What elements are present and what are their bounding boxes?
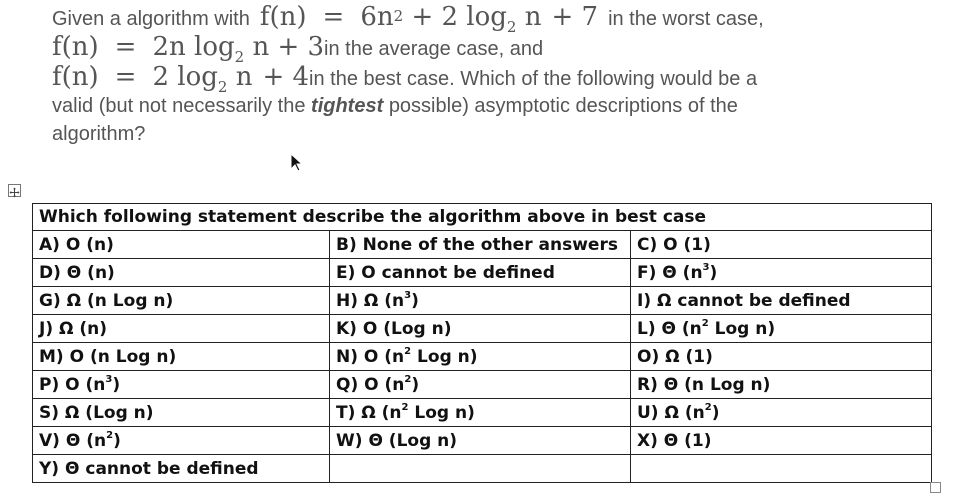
worst-case-label: in the worst case, <box>608 8 764 30</box>
answer-option-l[interactable]: L) Θ ($n^2$ Log n) <box>631 315 932 343</box>
tightest-emphasis: tightest <box>311 95 384 117</box>
question-line-2 <box>52 32 912 66</box>
answer-option-w[interactable]: W) Θ (Log n) <box>330 427 631 455</box>
answer-option-m[interactable]: M) O (n Log n) <box>33 343 330 371</box>
answer-option-j[interactable]: J) Ω (n) <box>33 315 330 343</box>
answer-option-k[interactable]: K) O (Log n) <box>330 315 631 343</box>
answer-option-q[interactable]: Q) O $(n^2)$ <box>330 371 631 399</box>
question-line-5: algorithm? <box>52 123 146 145</box>
answer-option-x[interactable]: X) Θ (1) <box>631 427 932 455</box>
answer-option-f[interactable]: F) Θ $(n^3)$ <box>631 259 932 287</box>
answer-option-u[interactable]: U) Ω $(n^2)$ <box>631 399 932 427</box>
table-row <box>33 231 932 259</box>
answer-option-i[interactable]: I) Ω cannot be defined <box>631 287 932 315</box>
question-line-1 <box>52 2 912 36</box>
table-row <box>33 371 932 399</box>
answer-option-b[interactable]: B) None of the other answers <box>330 231 631 259</box>
worst-case-formula: $f(n) = 6n^2 + 2$ $\log_2 n + 7$ <box>259 2 599 36</box>
average-case-formula: f(n) = 2n $\log_2 n + 3$ <box>52 32 325 66</box>
answer-option-t[interactable]: T) Ω ($n^2$ Log n) <box>330 399 631 427</box>
table-row <box>33 343 932 371</box>
table-row <box>33 427 932 455</box>
answer-option-a[interactable]: A) O (n) <box>33 231 330 259</box>
answer-option-p[interactable]: P) O $(n^3)$ <box>33 371 330 399</box>
answer-option-h[interactable]: H) Ω $(n^3)$ <box>330 287 631 315</box>
empty-cell <box>631 455 932 483</box>
empty-cell <box>330 455 631 483</box>
table-header: Which following statement describe the algorithm above in best case <box>33 204 932 231</box>
answer-option-e[interactable]: E) O cannot be defined <box>330 259 631 287</box>
table-row <box>33 455 932 483</box>
answer-option-d[interactable]: D) Θ (n) <box>33 259 330 287</box>
best-case-formula: f(n) = 2 $\log_2 n + 4$ <box>52 62 310 96</box>
question-line-4: valid (but not necessarily the tightest possible) asymptotic descriptions of the <box>52 92 912 120</box>
move-arrows-icon[interactable] <box>8 184 21 197</box>
question-text <box>52 2 912 148</box>
mouse-pointer-icon <box>289 153 305 173</box>
answer-choices-table <box>32 203 932 483</box>
answer-option-g[interactable]: G) Ω (n Log n) <box>33 287 330 315</box>
answer-option-n[interactable]: N) O ($n^2$ Log n) <box>330 343 631 371</box>
answer-option-y[interactable]: Y) Θ cannot be defined <box>33 455 330 483</box>
table-row <box>33 287 932 315</box>
average-case-label: in the average case, and <box>324 38 544 60</box>
table-row <box>33 259 932 287</box>
answer-option-r[interactable]: R) Θ (n Log n) <box>631 371 932 399</box>
answer-option-c[interactable]: C) O (1) <box>631 231 932 259</box>
best-case-label: in the best case. Which of the following would be a <box>309 68 758 90</box>
answer-option-s[interactable]: S) Ω (Log n) <box>33 399 330 427</box>
table-row <box>33 399 932 427</box>
question-intro: Given a algorithm with <box>52 8 250 30</box>
resize-handle-icon[interactable] <box>930 482 941 493</box>
answer-option-o[interactable]: O) Ω (1) <box>631 343 932 371</box>
table-header-row <box>33 204 932 231</box>
answer-option-v[interactable]: V) Θ $(n^2)$ <box>33 427 330 455</box>
question-line-3 <box>52 62 912 96</box>
table-row <box>33 315 932 343</box>
